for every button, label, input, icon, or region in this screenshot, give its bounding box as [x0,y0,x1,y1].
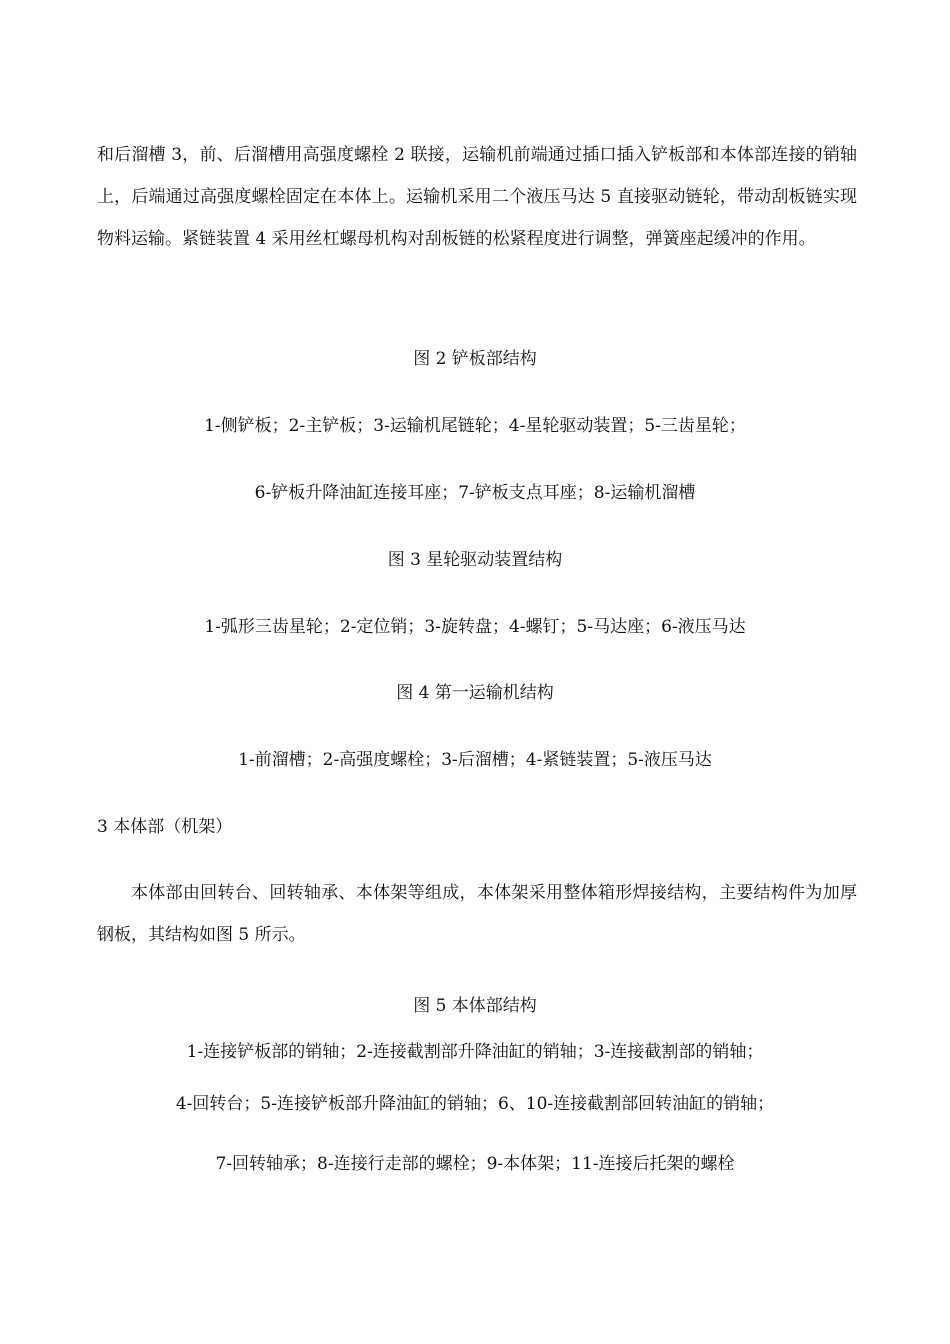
figure-4-caption: 图 4 第一运输机结构 [396,683,554,703]
figure-2-legend-line-1: 1-侧铲板；2-主铲板；3-运输机尾链轮；4-星轮驱动装置；5-三齿星轮； [204,416,746,436]
figure-4-legend-line-1: 1-前溜槽；2-高强度螺栓；3-后溜槽；4-紧链装置；5-液压马达 [238,750,712,770]
figure-2-legend-line-2: 6-铲板升降油缸连接耳座；7-铲板支点耳座；8-运输机溜槽 [254,483,696,503]
figure-5-legend-line-1: 1-连接铲板部的销轴；2-连接截割部升降油缸的销轴；3-连接截割部的销轴； [186,1042,764,1062]
figure-2-caption: 图 2 铲板部结构 [413,349,537,369]
figure-3-caption: 图 3 星轮驱动装置结构 [387,550,563,570]
figure-5-legend-line-2: 4-回转台；5-连接铲板部升降油缸的销轴；6、10-连接截割部回转油缸的销轴； [175,1094,775,1114]
figure-5-legend-line-3: 7-回转轴承；8-连接行走部的螺栓；9-本体架；11-连接后托架的螺栓 [215,1154,735,1174]
body-paragraph-body-frame: 本体部由回转台、回转轴承、本体架等组成，本体架采用整体箱形焊接结构，主要结构件为加厚钢板，其结构如图 5 所示。 [97,883,857,945]
figure-3-legend-line-1: 1-弧形三齿星轮；2-定位销；3-旋转盘；4-螺钉；5-马达座；6-液压马达 [204,617,746,637]
section-3-heading: 3 本体部（机架） [97,817,233,837]
body-paragraph-conveyor: 和后溜槽 3，前、后溜槽用高强度螺栓 2 联接，运输机前端通过插口插入铲板部和本体部连接的销轴上，后端通过高强度螺栓固定在本体上。运输机采用二个液压马达 5 直接驱动链轮，带动刮板链实现物料运输。紧链装置 4 采用丝杠螺母机构对刮板链的松紧程度进行调整，弹簧座起缓冲的作用。 [97,145,857,249]
figure-5-caption: 图 5 本体部结构 [413,996,537,1016]
